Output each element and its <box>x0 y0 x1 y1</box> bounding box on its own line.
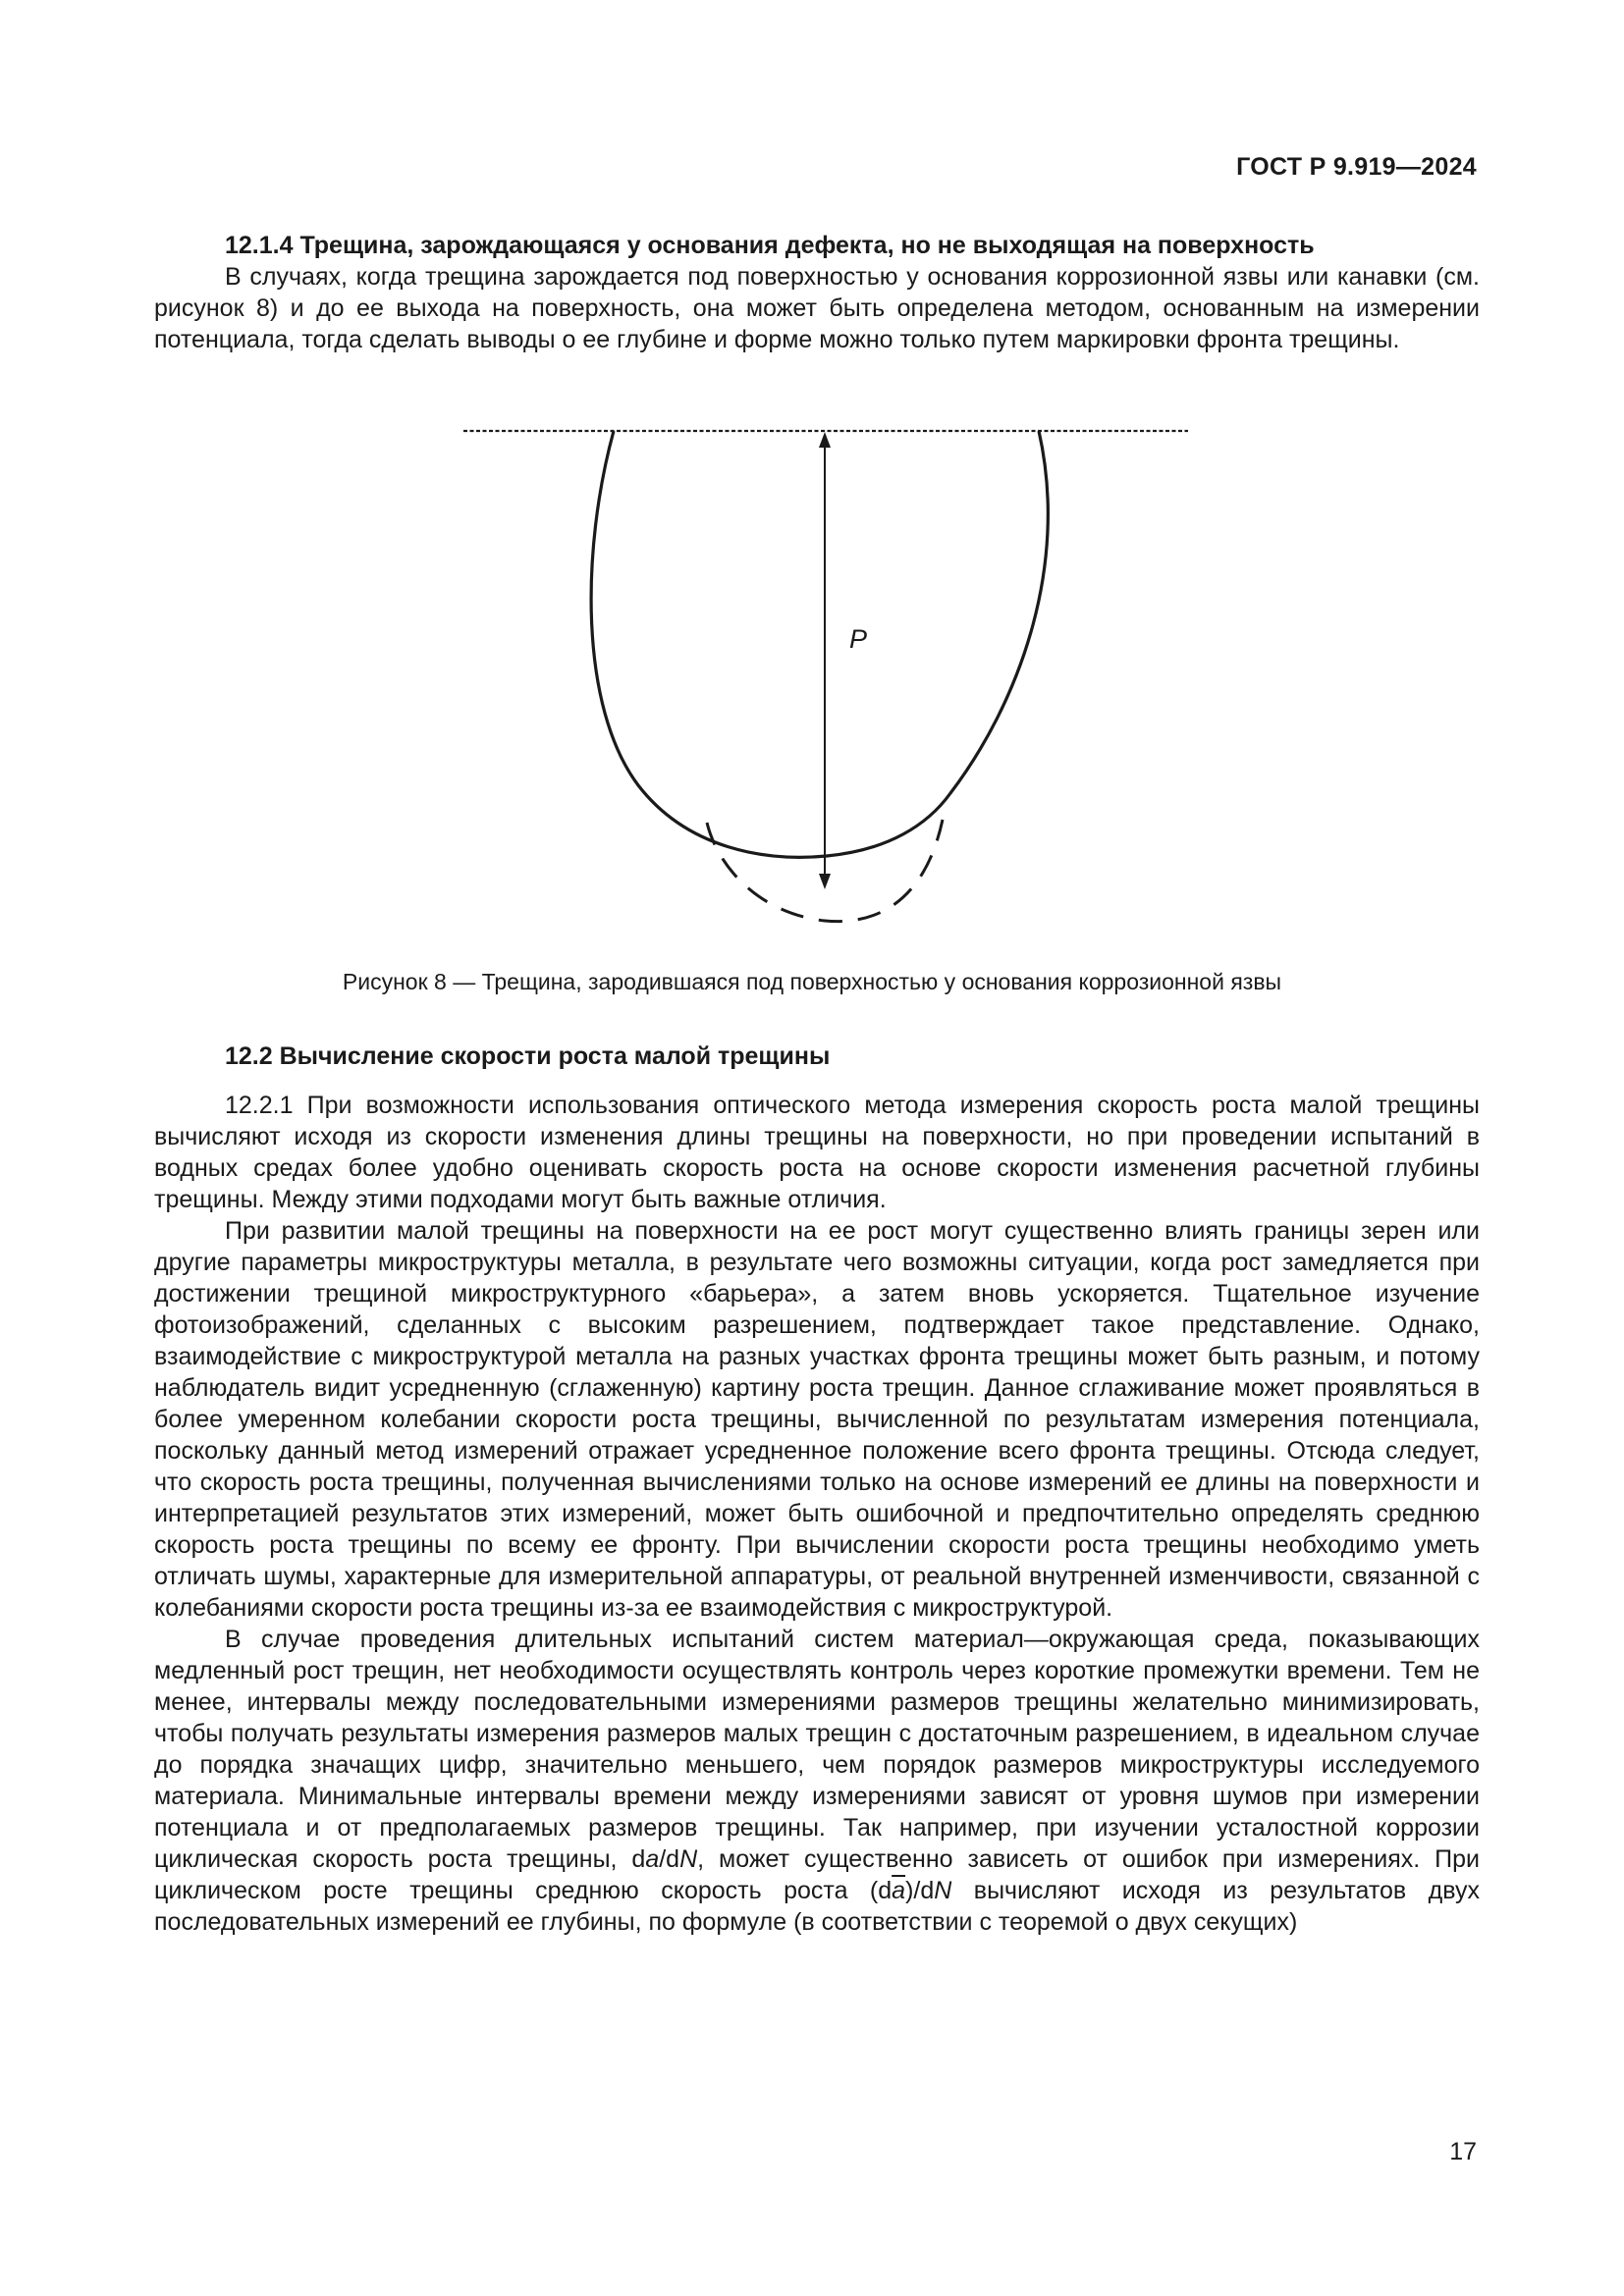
document-number: ГОСТ Р 9.919—2024 <box>1236 153 1477 181</box>
figure-8-diagram <box>0 393 1624 942</box>
section-heading: 12.2 Вычисление скорости роста малой трещины <box>225 1042 831 1070</box>
section-heading: 12.1.4 Трещина, зарождающаяся у основания дефекта, но не выходящая на поверхность <box>225 232 1315 259</box>
crack-outline <box>591 431 1048 857</box>
section-12-2 <box>154 1041 1480 1938</box>
paragraph: При развитии малой трещины на поверхности на ее рост могут существенно влиять границы зерен или другие параметры микроструктуры металла, в результате чего возможны ситуации, когда рост замедляется при достижении трещиной микроструктурного «барьера», а затем вновь ускоряется. Тщательное изучение фотоизображений, сделанных с высоким разрешением, подтверждает такое представление. Однако, взаимодействие с микроструктурой металла на разных участках фронта трещины может быть разным, и потому наблюдатель видит усредненную (сглаженную) картину роста трещин. Данное сглаживание может проявляться в более умеренном колебании скорости роста трещины, вычисленной по результатам измерения потенциала, поскольку данный метод измерений отражает усредненное положение всего фронта трещины. Отсюда следует, что скорость роста трещины, полученная вычислениями только на основе измерений ее длины на поверхности и интерпретацией результатов этих измерений, может быть ошибочной и предпочтительно определять среднюю скорость роста трещины по всему ее фронту. При вычислении скорости роста трещины необходимо уметь отличать шумы, характерные для измерительной аппаратуры, от реальной внутренней изменчивости, связанной с колебаниями скорости роста трещины из-за ее взаимодействия с микроструктурой. <box>154 1217 1480 1622</box>
depth-arrow-head-bottom <box>819 874 831 889</box>
variable-a: a <box>645 1845 660 1873</box>
variable-n: N <box>679 1845 698 1873</box>
paragraph <box>154 1624 1480 1938</box>
section-12-1-4 <box>154 230 1480 355</box>
text-run: вычисляют исходя из результатов двух последовательных измерений ее глубины, по формуле (в соответствии с теоремой о двух секущих) <box>154 1877 1480 1936</box>
text-run: /d <box>659 1845 680 1873</box>
variable-a-bar: $\overline{a}$ <box>892 1877 906 1904</box>
page-number: 17 <box>1449 2138 1477 2165</box>
depth-label-p: P <box>849 624 868 654</box>
variable-n: N <box>934 1877 952 1904</box>
depth-arrow-head-top <box>819 432 831 448</box>
paragraph: В случаях, когда трещина зарождается под поверхностью у основания коррозионной язвы или канавки (см. рисунок 8) и до ее выхода на поверхность, она может быть определена методом, основанным на измерении потенциала, тогда сделать выводы о ее глубине и форме можно только путем маркировки фронта трещины. <box>154 263 1480 353</box>
text-run: , может существенно зависеть от ошибок при измерениях. При циклическом росте трещины среднюю скорость роста (d <box>154 1845 1480 1904</box>
text-run: В случае проведения длительных испытаний систем материал—окружающая среда, показывающих медленный рост трещин, нет необходимости осуществлять контроль через короткие промежутки времени. Тем не менее, интервалы между последовательными измерениями размеров трещины желательно минимизировать, чтобы получать результаты измерения размеров малых трещин с достаточным разрешением, в идеальном случае до порядка значащих цифр, значительно меньшего, чем порядок размеров микроструктуры исследуемого материала. Минимальные интервалы времени между измерениями зависят от уровня шумов при измерении потенциала и от предполагаемых размеров трещины. Так например, при изучении усталостной коррозии циклическая скорость роста трещины, d <box>154 1626 1480 1873</box>
text-run: )/d <box>905 1877 935 1904</box>
paragraph: 12.2.1 При возможности использования оптического метода измерения скорость роста малой трещины вычисляют исходя из скорости изменения длины трещины на поверхности, но при проведении испытаний в водных средах более удобно оценивать скорость роста на основе скорости изменения расчетной глубины трещины. Между этими подходами могут быть важные отличия. <box>154 1092 1480 1213</box>
figure-caption: Рисунок 8 — Трещина, зародившаяся под поверхностью у основания коррозионной язвы <box>342 969 1282 994</box>
